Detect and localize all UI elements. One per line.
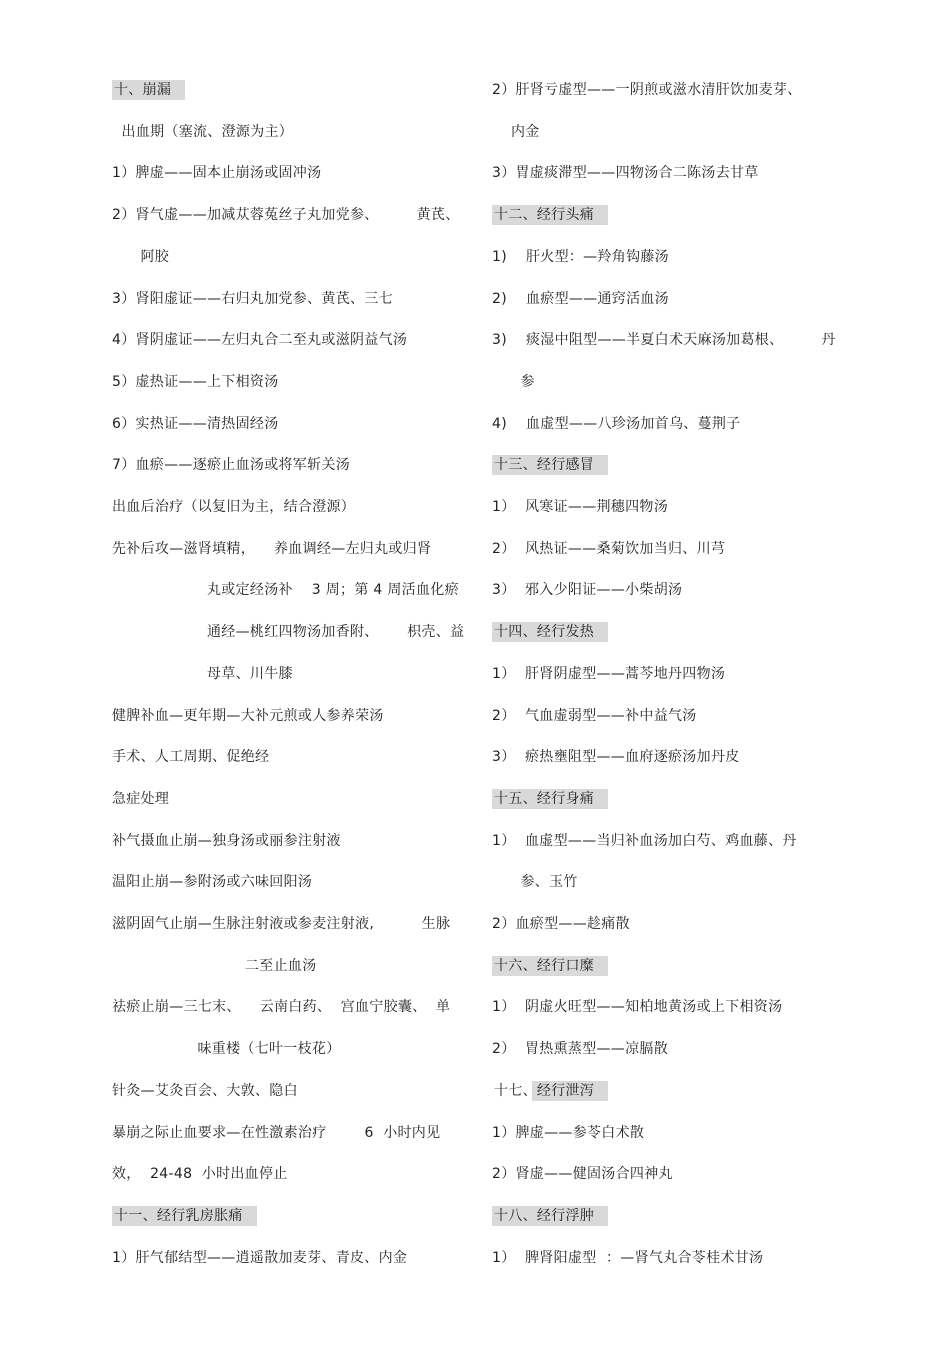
text-line: 6）实热证——清热固经汤: [112, 415, 279, 432]
text-line: 1）脾虚——参苓白术散: [492, 1124, 645, 1141]
text-line: 丸或定经汤补 3 周；第 4 周活血化瘀: [112, 582, 459, 599]
text-line: 2）肾气虚——加减苁蓉菟丝子丸加党参、 黄芪、: [112, 207, 460, 224]
text-line: 内金: [492, 123, 540, 140]
text-line: 4）肾阴虚证——左归丸合二至丸或滋阴益气汤: [112, 332, 408, 349]
text-line: 3) 痰湿中阻型——半夏白术天麻汤加葛根、 丹: [492, 332, 836, 349]
section-heading: 十一、经行乳房胀痛: [112, 1206, 257, 1226]
text-line: 先补后攻—滋肾填精， 养血调经—左归丸或归肾: [112, 540, 432, 557]
text-line: 1） 肝肾阴虚型——蒿芩地丹四物汤: [492, 665, 726, 682]
text-line: 1） 阴虚火旺型——知柏地黄汤或上下相资汤: [492, 999, 783, 1016]
text-line: 3） 瘀热壅阻型——血府逐瘀汤加丹皮: [492, 749, 740, 766]
text-line: 1）脾虚——固本止崩汤或固冲汤: [112, 165, 322, 182]
text-line: 二至止血汤: [112, 957, 317, 974]
text-line: 出血后治疗（以复旧为主，结合澄源）: [112, 499, 356, 515]
text-line: 1) 肝火型：—羚角钩藤汤: [492, 248, 669, 265]
text-line: 通经—桃红四物汤加香附、 枳壳、益: [112, 624, 465, 641]
text-line: 2） 风热证——桑菊饮加当归、川芎: [492, 540, 726, 557]
text-line: 味重楼（七叶一枝花）: [112, 1041, 341, 1058]
text-line: 4) 血虚型——八珍汤加首乌、蔓荆子: [492, 415, 741, 432]
text-line: 5）虚热证——上下相资汤: [112, 373, 279, 390]
text-line: 急症处理: [112, 790, 170, 807]
text-line: 1） 脾肾阳虚型 ：—肾气丸合苓桂术甘汤: [492, 1249, 764, 1266]
text-line: 参、玉竹: [492, 874, 578, 891]
text-line: 温阳止崩—参附汤或六味回阳汤: [112, 874, 313, 891]
text-line: 暴崩之际止血要求—在性激素治疗 6 小时内见: [112, 1124, 441, 1141]
text-line: 3）肾阳虚证——右归丸加党参、黄芪、三七: [112, 290, 393, 307]
text-line: 1）肝气郁结型——逍遥散加麦芽、青皮、内金: [112, 1249, 408, 1266]
text-line: 针灸—艾灸百会、大敦、隐白: [112, 1082, 298, 1099]
section-heading: 十、崩漏: [112, 80, 185, 100]
section-heading: 十六、经行口糜: [492, 956, 608, 976]
text-line: 祛瘀止崩—三七末、 云南白药、 宫血宁胶囊、 单: [112, 999, 451, 1016]
text-line: 2）肝肾亏虚型——一阴煎或滋水清肝饮加麦芽、: [492, 82, 802, 98]
text-line: 3） 邪入少阳证——小柴胡汤: [492, 582, 683, 599]
text-line: 出血期（塞流、澄源为主）: [112, 123, 294, 140]
text-line: 1） 血虚型——当归补血汤加白芍、鸡血藤、丹: [492, 832, 797, 849]
section-heading: 十四、经行发热: [492, 622, 608, 642]
text-line: 2）肾虚——健固汤合四神丸: [492, 1166, 673, 1183]
text-line: 手术、人工周期、促绝经: [112, 749, 270, 766]
text-line: 7）血瘀——逐瘀止血汤或将军斩关汤: [112, 457, 351, 474]
section-heading: 十八、经行浮肿: [492, 1206, 608, 1226]
text-line: 2）血瘀型——趁痛散: [492, 916, 630, 932]
text-line: 补气摄血止崩—独身汤或丽参注射液: [112, 832, 341, 849]
section-heading: 十三、经行感冒: [492, 455, 608, 475]
text-line: 母草、川牛膝: [112, 665, 293, 682]
text-line: 2) 血瘀型——通窍活血汤: [492, 290, 669, 307]
text-line: 效， 24-48 小时出血停止: [112, 1166, 288, 1183]
text-line: 参: [492, 373, 535, 390]
section-heading: 十二、经行头痛: [492, 205, 608, 225]
text-line: 3）胃虚痰滞型——四物汤合二陈汤去甘草: [492, 165, 759, 182]
text-line: 滋阴固气止崩—生脉注射液或参麦注射液, 生脉: [112, 916, 451, 932]
section-heading: 十五、经行身痛: [492, 789, 608, 809]
text-line: 2） 气血虚弱型——补中益气汤: [492, 707, 697, 724]
text-line: 2） 胃热熏蒸型——凉膈散: [492, 1041, 669, 1058]
text-line: 阿胶: [112, 248, 170, 265]
section-heading: 十七、经行泄泻: [492, 1081, 608, 1101]
text-line: 1） 风寒证——荆穗四物汤: [492, 499, 669, 515]
text-line: 健脾补血—更年期—大补元煎或人参养荣汤: [112, 707, 384, 724]
